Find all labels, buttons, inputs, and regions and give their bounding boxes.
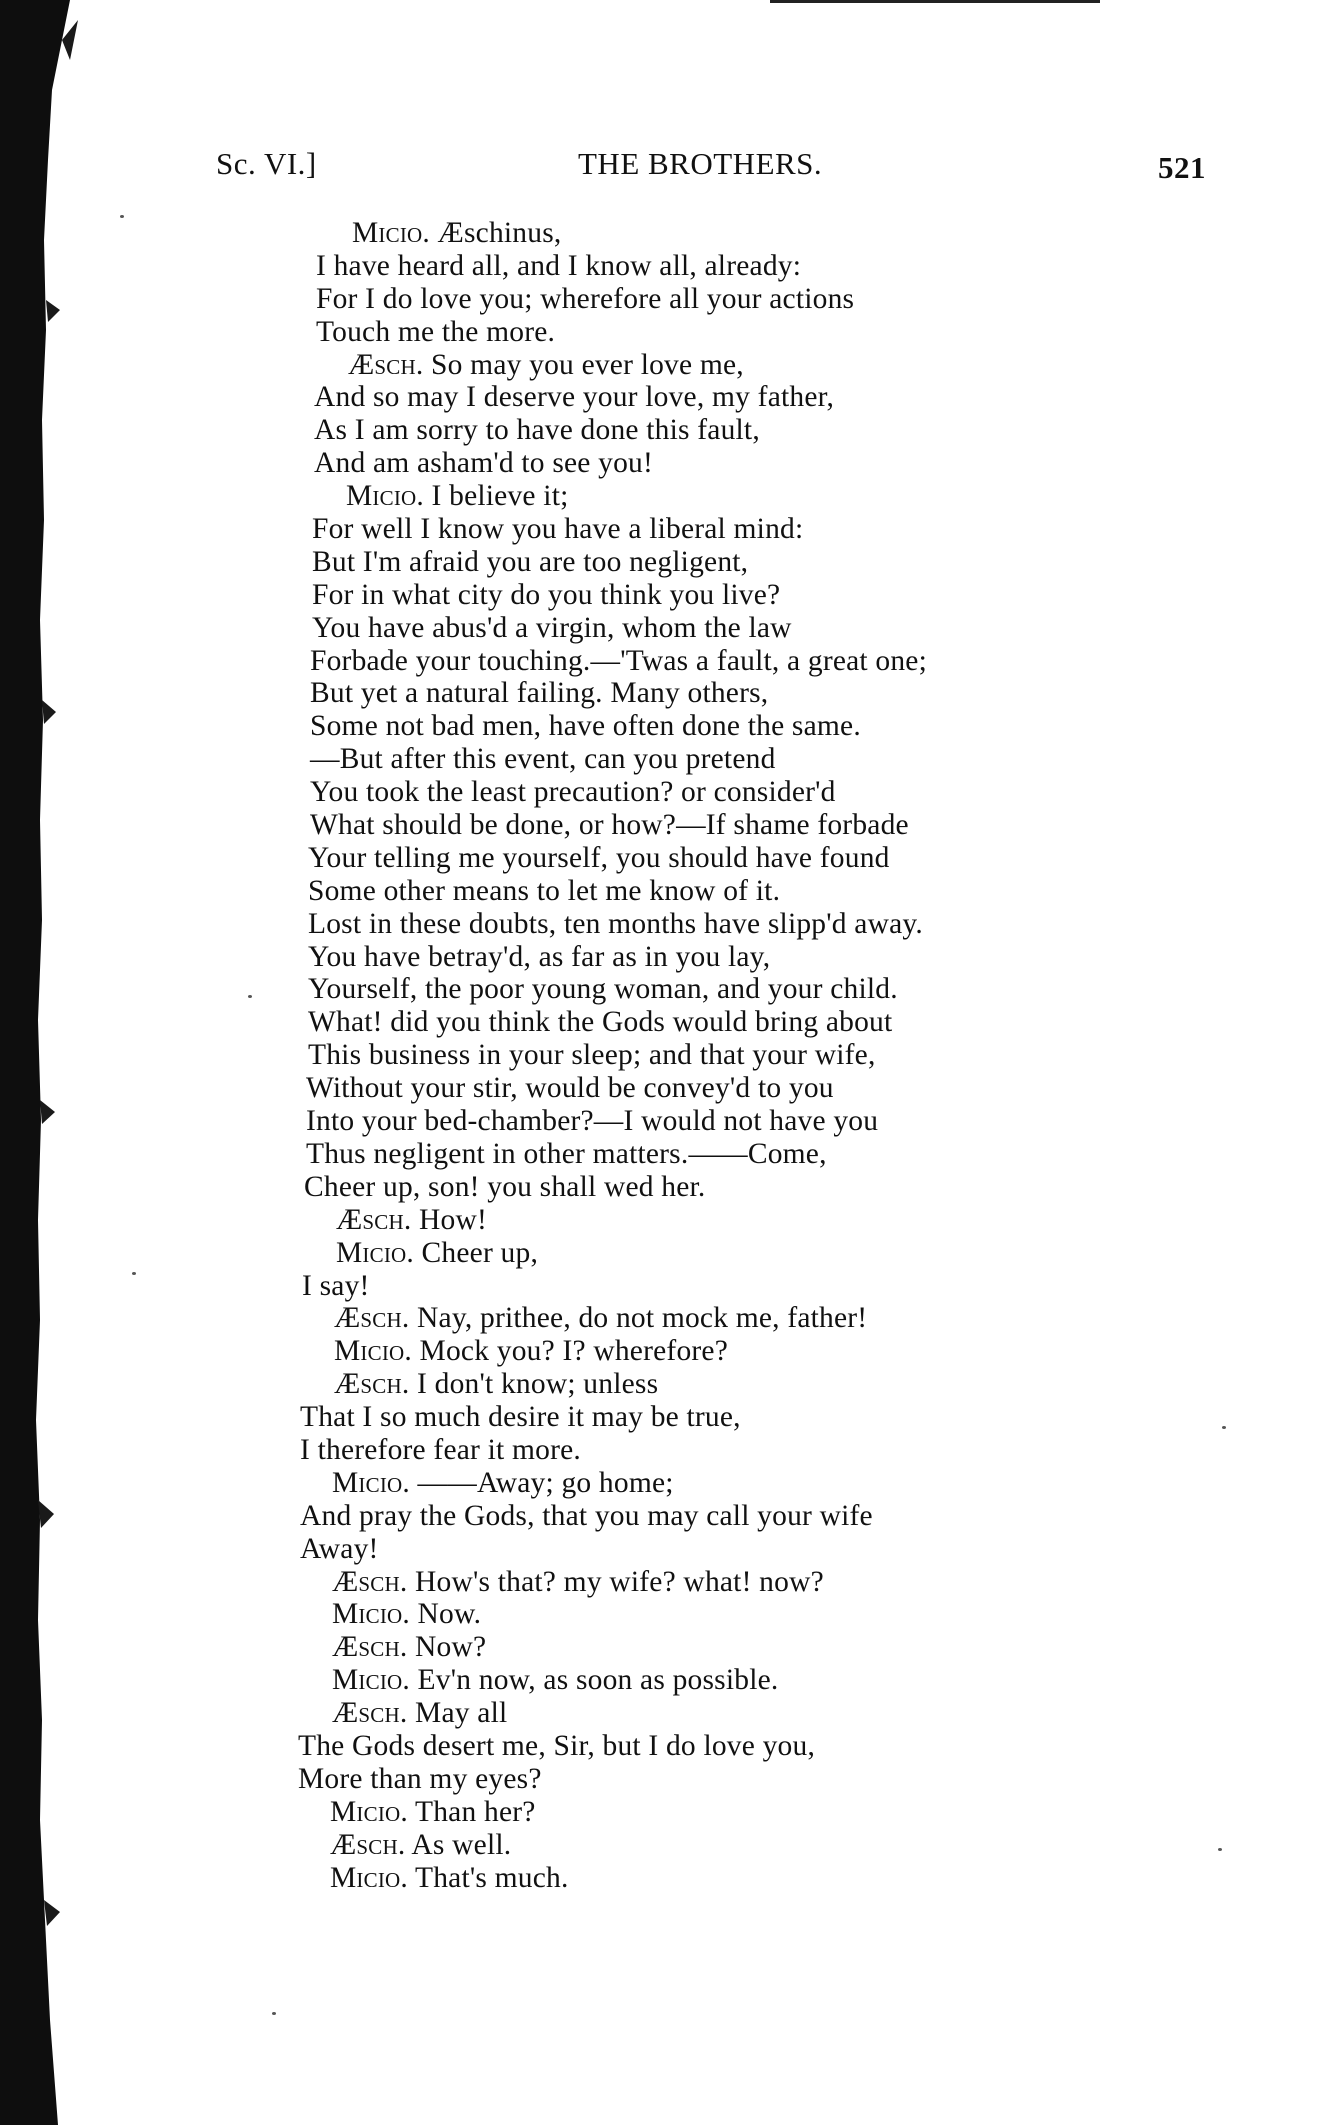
line-text: Forbade your touching.—'Twas a fault, a great one; xyxy=(310,644,927,677)
verse-line xyxy=(0,842,1324,875)
verse-line xyxy=(0,908,1324,941)
line-text: I say! xyxy=(302,1269,370,1302)
speck xyxy=(248,995,252,998)
verse-line xyxy=(0,1862,1324,1895)
line-text: ——Away; go home; xyxy=(417,1466,674,1499)
verse-text xyxy=(0,217,1324,1894)
speaker-name: Micio. xyxy=(332,1598,410,1631)
verse-line xyxy=(0,1105,1324,1138)
verse-line xyxy=(0,1006,1324,1039)
speaker-name: Micio. xyxy=(334,1335,412,1368)
verse-line xyxy=(0,217,1324,250)
verse-line xyxy=(0,1072,1324,1105)
verse-line xyxy=(0,1500,1324,1533)
verse-line xyxy=(0,1171,1324,1204)
verse-line xyxy=(0,1664,1324,1697)
verse-line xyxy=(0,1434,1324,1467)
verse-line xyxy=(0,381,1324,414)
verse-line xyxy=(0,1270,1324,1303)
verse-line xyxy=(0,579,1324,612)
line-text: I believe it; xyxy=(431,480,569,513)
line-text: Some not bad men, have often done the same. xyxy=(310,710,861,743)
line-text: That's much. xyxy=(415,1861,569,1894)
verse-line xyxy=(0,941,1324,974)
line-text: Mock you? I? wherefore? xyxy=(419,1335,729,1368)
verse-line xyxy=(0,1533,1324,1566)
line-text: I don't know; unless xyxy=(417,1368,659,1401)
verse-line xyxy=(0,1335,1324,1368)
verse-line xyxy=(0,1697,1324,1730)
line-text: That I so much desire it may be true, xyxy=(300,1401,741,1434)
verse-line xyxy=(0,513,1324,546)
verse-line xyxy=(0,1631,1324,1664)
speaker-name: Micio. xyxy=(336,1236,414,1269)
verse-line xyxy=(0,743,1324,776)
line-text: Your telling me yourself, you should have found xyxy=(308,841,890,874)
speaker-name: Æsch. xyxy=(334,1368,410,1401)
line-text: For well I know you have a liberal mind: xyxy=(312,513,804,546)
page-number: 521 xyxy=(1158,150,1206,185)
verse-line xyxy=(0,546,1324,579)
line-text: How's that? my wife? what! now? xyxy=(415,1565,824,1598)
verse-line xyxy=(0,612,1324,645)
line-text: Lost in these doubts, ten months have slipp'd away. xyxy=(308,907,923,940)
line-text: And so may I deserve your love, my father, xyxy=(314,381,835,414)
page-header xyxy=(0,142,1324,192)
verse-line xyxy=(0,414,1324,447)
speaker-name: Micio. xyxy=(352,217,430,249)
verse-line xyxy=(0,1204,1324,1237)
verse-line xyxy=(0,875,1324,908)
line-text: Some other means to let me know of it. xyxy=(308,874,781,907)
line-text: You took the least precaution? or consider'd xyxy=(310,776,836,809)
line-text: As I am sorry to have done this fault, xyxy=(314,414,760,447)
verse-line xyxy=(0,1829,1324,1862)
speaker-name: Micio. xyxy=(330,1795,408,1828)
line-text: As well. xyxy=(411,1828,512,1861)
line-text: This business in your sleep; and that your wife, xyxy=(308,1039,876,1072)
verse-line xyxy=(0,1237,1324,1270)
line-text: For in what city do you think you live? xyxy=(312,578,781,611)
line-text: —But after this event, can you pretend xyxy=(310,743,776,776)
speck xyxy=(272,2012,276,2015)
line-text: I have heard all, and I know all, already: xyxy=(316,249,802,282)
verse-line xyxy=(0,316,1324,349)
speaker-name: Micio. xyxy=(346,480,424,513)
line-text: What should be done, or how?—If shame forbade xyxy=(310,809,909,842)
verse-line xyxy=(0,645,1324,678)
verse-line xyxy=(0,776,1324,809)
verse-line xyxy=(0,1368,1324,1401)
speck xyxy=(1222,1426,1226,1429)
top-rule xyxy=(770,0,1100,3)
line-text: Touch me the more. xyxy=(316,315,556,348)
speaker-name: Micio. xyxy=(332,1664,410,1697)
speck xyxy=(1218,1848,1222,1851)
verse-line xyxy=(0,809,1324,842)
speaker-name: Æsch. xyxy=(332,1697,408,1730)
line-text: But I'm afraid you are too negligent, xyxy=(312,545,749,578)
line-text: Now. xyxy=(417,1598,482,1631)
speaker-name: Micio. xyxy=(332,1466,410,1499)
line-text: How! xyxy=(419,1203,488,1236)
verse-line xyxy=(0,349,1324,382)
verse-line xyxy=(0,1598,1324,1631)
line-text: You have betray'd, as far as in you lay, xyxy=(308,940,771,973)
verse-line xyxy=(0,1401,1324,1434)
line-text: For I do love you; wherefore all your actions xyxy=(316,282,855,315)
line-text: May all xyxy=(415,1697,508,1730)
speaker-name: Æsch. xyxy=(336,1203,412,1236)
line-text: Thus negligent in other matters.——Come, xyxy=(306,1137,827,1170)
line-text: Into your bed-chamber?—I would not have you xyxy=(306,1105,879,1138)
line-text: Without your stir, would be convey'd to you xyxy=(306,1072,834,1105)
speck xyxy=(132,1272,136,1275)
running-title: THE BROTHERS. xyxy=(578,146,823,181)
verse-line xyxy=(0,1566,1324,1599)
line-text: You have abus'd a virgin, whom the law xyxy=(312,611,792,644)
verse-line xyxy=(0,1796,1324,1829)
speaker-name: Æsch. xyxy=(332,1631,408,1664)
line-text: Away! xyxy=(300,1532,379,1565)
verse-line xyxy=(0,1467,1324,1500)
line-text: Than her? xyxy=(415,1795,536,1828)
verse-line xyxy=(0,677,1324,710)
verse-line xyxy=(0,1730,1324,1763)
line-text: Nay, prithee, do not mock me, father! xyxy=(417,1302,868,1335)
line-text: Now? xyxy=(415,1631,487,1664)
line-text: What! did you think the Gods would bring about xyxy=(308,1006,893,1039)
verse-line xyxy=(0,1138,1324,1171)
line-text: Cheer up, xyxy=(421,1236,539,1269)
line-text: Ev'n now, as soon as possible. xyxy=(417,1664,779,1697)
line-text: And pray the Gods, that you may call your wife xyxy=(300,1499,873,1532)
speaker-name: Æsch. xyxy=(330,1828,406,1861)
verse-line xyxy=(0,1039,1324,1072)
speaker-name: Æsch. xyxy=(348,348,424,381)
verse-line xyxy=(0,447,1324,480)
speck xyxy=(120,215,124,218)
line-text: And am asham'd to see you! xyxy=(314,447,654,480)
verse-line xyxy=(0,480,1324,513)
line-text: Yourself, the poor young woman, and your child. xyxy=(308,973,898,1006)
verse-line xyxy=(0,250,1324,283)
line-text: So may you ever love me, xyxy=(431,348,744,381)
verse-line xyxy=(0,973,1324,1006)
line-text: I therefore fear it more. xyxy=(300,1433,581,1466)
verse-line xyxy=(0,1763,1324,1796)
line-text: Cheer up, son! you shall wed her. xyxy=(304,1170,706,1203)
line-text: But yet a natural failing. Many others, xyxy=(310,677,769,710)
speaker-name: Micio. xyxy=(330,1861,408,1894)
verse-line xyxy=(0,710,1324,743)
verse-line xyxy=(0,1302,1324,1335)
speaker-name: Æsch. xyxy=(332,1565,408,1598)
speaker-name: Æsch. xyxy=(334,1302,410,1335)
line-text: The Gods desert me, Sir, but I do love you, xyxy=(298,1729,816,1762)
line-text: Æschinus, xyxy=(437,217,562,249)
scene-marker: Sc. VI.] xyxy=(216,146,317,181)
line-text: More than my eyes? xyxy=(298,1762,542,1795)
verse-line xyxy=(0,283,1324,316)
